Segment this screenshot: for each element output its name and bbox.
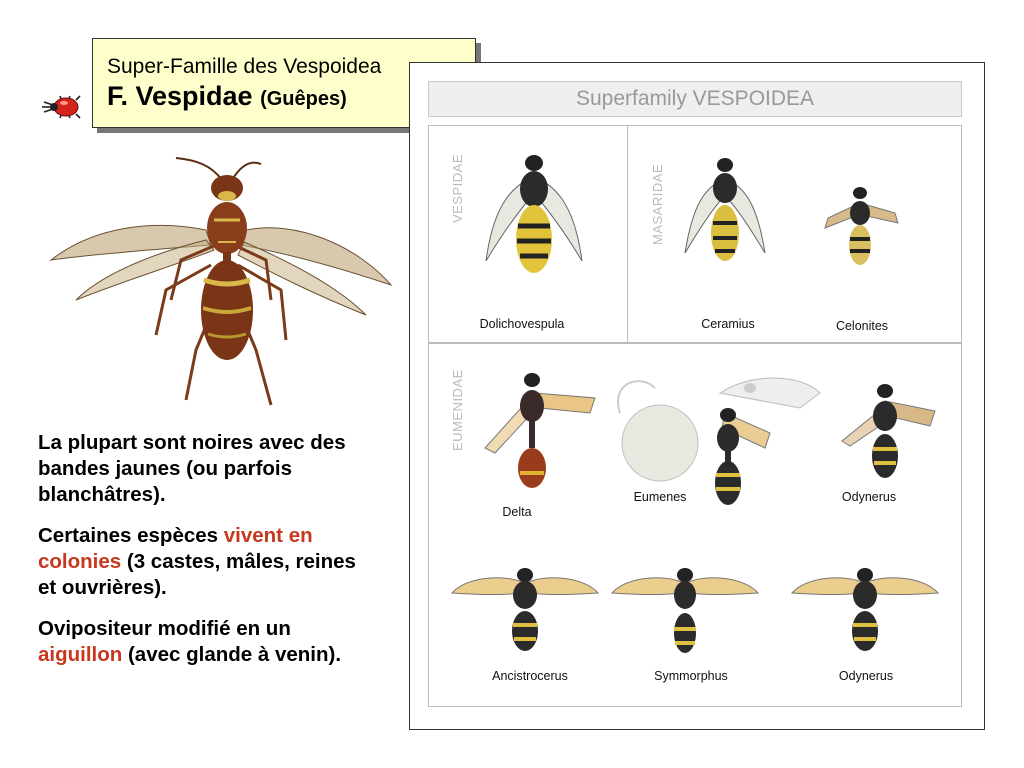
paragraph-sting xyxy=(38,616,378,668)
family-label-eumenidae: EUMENIDAE xyxy=(450,369,465,451)
caption-odynerus-1: Odynerus xyxy=(841,490,897,504)
highlight-colonies: vivent en colonies xyxy=(38,524,313,573)
specimen-ceramius xyxy=(675,143,775,283)
body-text xyxy=(38,430,378,683)
specimen-eumenes xyxy=(600,353,830,513)
title-common-name: (Guêpes) xyxy=(260,88,347,110)
paragraph-sting-post: (avec glande à venin). xyxy=(122,643,342,666)
specimen-celonites xyxy=(820,173,900,283)
specimen-symmorphus xyxy=(610,553,760,663)
family-label-vespidae: VESPIDAE xyxy=(450,153,465,223)
specimen-dolichovespula xyxy=(474,141,594,301)
specimen-delta xyxy=(470,358,600,498)
caption-ancistrocerus: Ancistrocerus xyxy=(492,669,568,683)
family-label-masaridae: MASARIDAE xyxy=(650,163,665,245)
top-panel-divider xyxy=(627,125,628,343)
plate-title: Superfamily VESPOIDEA xyxy=(428,81,962,117)
caption-delta: Delta xyxy=(502,505,532,519)
paper-wasp-image xyxy=(46,150,394,412)
specimen-odynerus-2 xyxy=(790,553,940,663)
highlight-sting: aiguillon xyxy=(38,643,123,666)
paragraph-coloration: La plupart sont noires avec des bandes jaunes (ou parfois blanchâtres). xyxy=(38,431,346,506)
title-superfamily: Super-Famille des Vespoidea xyxy=(107,55,382,78)
paragraph-colonies-post: (3 castes, mâles, reines et ouvrières). xyxy=(38,550,356,599)
caption-odynerus-2: Odynerus xyxy=(838,669,894,683)
red-bug-icon xyxy=(40,92,84,122)
caption-dolichovespula: Dolichovespula xyxy=(479,317,565,331)
specimen-ancistrocerus xyxy=(450,553,600,663)
vespoidea-plate xyxy=(409,62,985,730)
paragraph-colonies-pre: Certaines espèces xyxy=(38,524,224,547)
paragraph-colonies xyxy=(38,523,378,601)
paragraph-sting-pre: Ovipositeur modifié en un xyxy=(38,617,291,640)
title-family-name: F. Vespidae xyxy=(107,81,253,111)
caption-eumenes: Eumenes xyxy=(633,490,687,504)
caption-symmorphus: Symmorphus xyxy=(654,669,728,683)
specimen-odynerus-1 xyxy=(830,371,940,491)
caption-ceramius: Ceramius xyxy=(701,317,755,331)
caption-celonites: Celonites xyxy=(835,319,889,333)
